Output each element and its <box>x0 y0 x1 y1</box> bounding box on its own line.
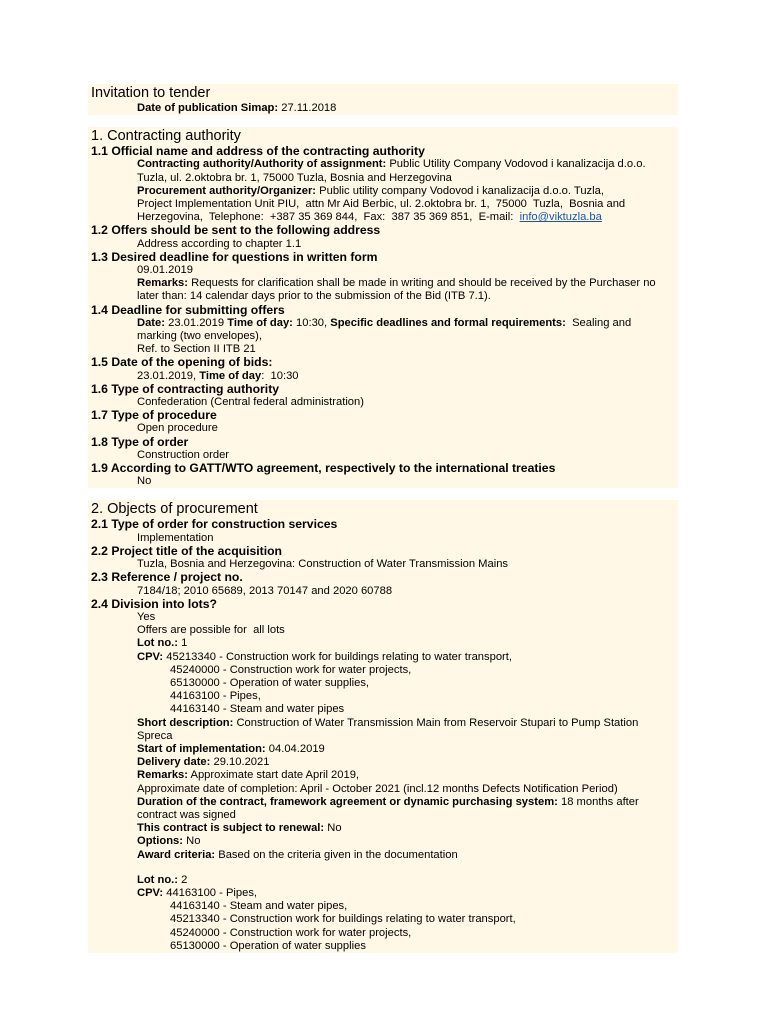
reference-number: 7184/18; 2010 65689, 2013 70147 and 2020 60788 <box>137 584 393 597</box>
subsection-2-3-heading: 2.3 Reference / project no. <box>91 570 243 585</box>
subsection-1-9-heading: 1.9 According to GATT/WTO agreement, respectively to the international treaties <box>91 461 556 476</box>
subsection-2-2-heading: 2.2 Project title of the acquisition <box>91 543 282 558</box>
lot-1-number: Lot no.: 1 <box>137 637 188 650</box>
lot-2-cpv: CPV: 44163100 - Pipes, <box>137 886 258 899</box>
lot-2-cpv-item: 45213340 - Construction work for buildings relating to water transport, <box>170 913 516 926</box>
procurement-authority-line: Procurement authority/Organizer: Public utility company Vodovod i kanalizacija d.o.o. Tuzla, <box>137 184 604 197</box>
offers-deadline-ref: Ref. to Section II ITB 21 <box>137 343 256 356</box>
section-1-heading: 1. Contracting authority <box>91 128 241 145</box>
offers-deadline-cont: marking (two envelopes), <box>137 330 262 343</box>
lot-1-remarks: Remarks: Approximate start date April 2019, <box>137 769 360 782</box>
questions-deadline: 09.01.2019 <box>137 264 193 277</box>
title-block <box>88 84 678 115</box>
subsection-1-4-heading: 1.4 Deadline for submitting offers <box>91 302 285 317</box>
lot-1-cpv-item: 45240000 - Construction work for water projects, <box>170 663 412 676</box>
tender-document <box>88 84 678 953</box>
subsection-1-8-heading: 1.8 Type of order <box>91 434 189 449</box>
section-contracting-authority <box>88 127 678 488</box>
lot-1-options: Options: No <box>137 835 201 848</box>
lot-1-cpv-item: 44163100 - Pipes, <box>170 690 261 703</box>
lot-2-cpv-item: 65130000 - Operation of water supplies <box>170 939 366 952</box>
procedure-type: Open procedure <box>137 422 218 435</box>
section-2-heading: 2. Objects of procurement <box>91 501 258 518</box>
lots-offers: Offers are possible for all lots <box>137 624 285 637</box>
contracting-authority-line: Contracting authority/Authority of assignment: Public Utility Company Vodovod i kanalizacija d.o.o. <box>137 158 646 171</box>
subsection-1-2-heading: 1.2 Offers should be sent to the following address <box>91 223 381 238</box>
lot-1-short-description-cont: Spreca <box>137 729 173 742</box>
section-objects-of-procurement <box>88 500 678 953</box>
questions-remarks-cont: later than: 14 calendar days prior to the submission of the Bid (ITB 7.1). <box>137 290 491 303</box>
construction-order-type: Implementation <box>137 531 214 544</box>
order-type: Construction order <box>137 448 230 461</box>
publication-date: Date of publication Simap: 27.11.2018 <box>137 102 337 114</box>
lot-1-cpv-item: 65130000 - Operation of water supplies, <box>170 676 370 689</box>
questions-remarks: Remarks: Requests for clarification shall be made in writing and should be received by the Purchaser no <box>137 277 656 290</box>
project-title: Tuzla, Bosnia and Herzegovina: Construction of Water Transmission Mains <box>137 558 509 571</box>
lot-2-number: Lot no.: 2 <box>137 873 188 886</box>
subsection-1-5-heading: 1.5 Date of the opening of bids: <box>91 355 273 370</box>
lots-division: Yes <box>137 610 156 623</box>
lot-2-cpv-item: 44163140 - Steam and water pipes, <box>170 900 348 913</box>
lot-1-start: Start of implementation: 04.04.2019 <box>137 742 325 755</box>
lot-1-remarks-cont: Approximate date of completion: April - October 2021 (incl.12 months Defects Notification Period) <box>137 782 618 795</box>
email-link[interactable]: info@viktuzla.ba <box>519 211 602 224</box>
procurement-authority-address: Project Implementation Unit PIU, attn Mr Aid Berbic, ul. 2.oktobra br. 1, 75000 Tuzla, Bosnia and <box>137 198 626 211</box>
gatt-wto-value: No <box>137 475 152 488</box>
subsection-1-1-heading: 1.1 Official name and address of the contracting authority <box>91 144 425 159</box>
procurement-authority-contact: Herzegovina, Telephone: +387 35 369 844, Fax: 387 35 369 851, E-mail: info@viktuzla.ba <box>137 211 602 224</box>
subsection-1-3-heading: 1.3 Desired deadline for questions in written form <box>91 249 378 264</box>
contracting-authority-address: Tuzla, ul. 2.oktobra br. 1, 75000 Tuzla, Bosnia and Herzegovina <box>137 171 452 184</box>
lot-1-short-description: Short description: Construction of Water Transmission Main from Reservoir Stupari to Pump Station <box>137 716 639 729</box>
lot-1-renewal: This contract is subject to renewal: No <box>137 822 342 835</box>
subsection-2-4-heading: 2.4 Division into lots? <box>91 596 217 611</box>
lot-2-cpv-item: 45240000 - Construction work for water projects, <box>170 926 412 939</box>
subsection-2-1-heading: 2.1 Type of order for construction services <box>91 517 338 532</box>
lot-1-award-criteria: Award criteria: Based on the criteria given in the documentation <box>137 848 458 861</box>
lot-1-cpv: CPV: 45213340 - Construction work for buildings relating to water transport, <box>137 650 512 663</box>
offers-address: Address according to chapter 1.1 <box>137 237 302 250</box>
document-title: Invitation to tender <box>91 85 211 101</box>
subsection-1-7-heading: 1.7 Type of procedure <box>91 408 217 423</box>
lot-1-duration-cont: contract was signed <box>137 808 236 821</box>
lot-1-delivery: Delivery date: 29.10.2021 <box>137 756 270 769</box>
authority-type: Confederation (Central federal administration) <box>137 396 364 409</box>
opening-date: 23.01.2019, Time of day: 10:30 <box>137 369 299 382</box>
lot-1-cpv-item: 44163140 - Steam and water pipes <box>170 703 345 716</box>
offers-deadline: Date: 23.01.2019 Time of day: 10:30, Specific deadlines and formal requirements: Sealing and <box>137 316 632 329</box>
subsection-1-6-heading: 1.6 Type of contracting authority <box>91 381 280 396</box>
lot-1-duration: Duration of the contract, framework agreement or dynamic purchasing system: 18 months after <box>137 795 639 808</box>
